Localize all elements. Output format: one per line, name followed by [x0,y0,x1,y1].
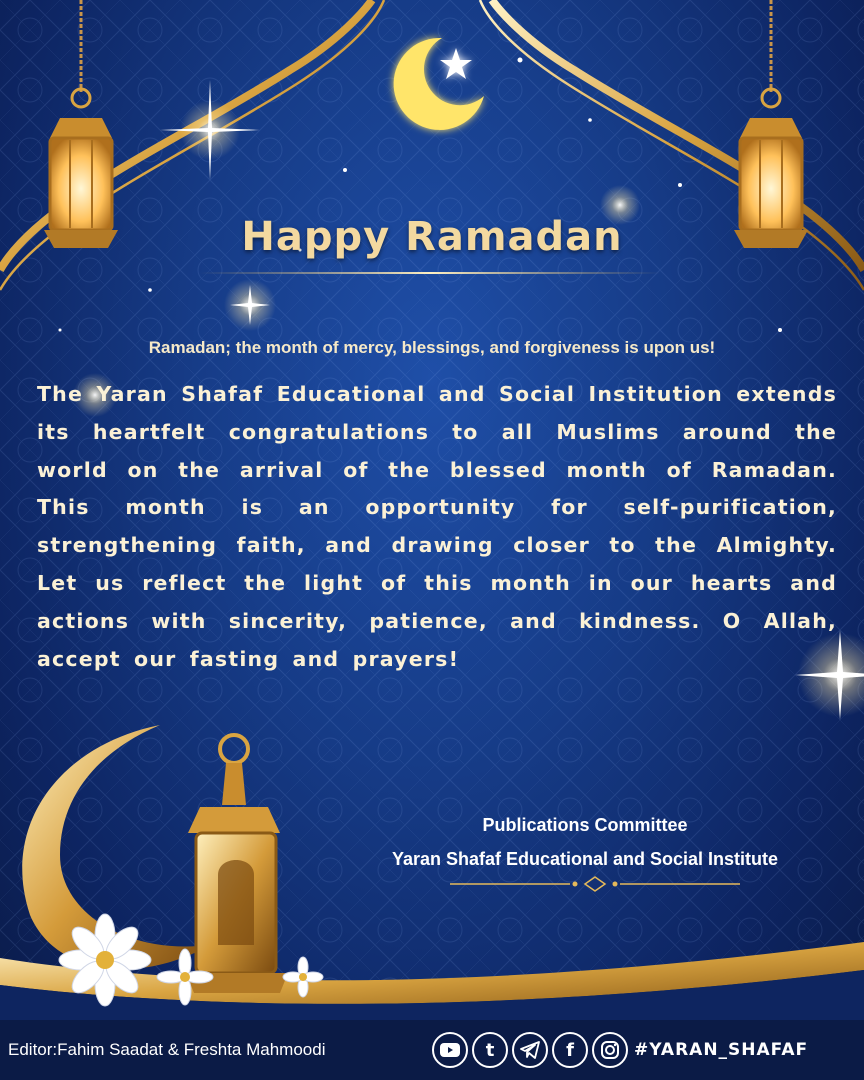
social-links [432,1029,808,1071]
facebook-icon[interactable]: f [552,1032,588,1068]
tumblr-icon[interactable]: t [472,1032,508,1068]
hashtag[interactable]: #YARAN_SHAFAF [634,1040,809,1060]
crescent-moon-icon [380,30,490,140]
editor-credit: Editor:Fahim Saadat & Freshta Mahmoodi [8,1040,326,1059]
signature-institute: Yaran Shafaf Educational and Social Institute [391,849,779,869]
title-underline [200,270,660,276]
page-title: Happy Ramadan [241,214,623,260]
signature-committee: Publications Committee [482,815,688,835]
congratulation-message: The Yaran Shafaf Educational and Social Institution extends its heartfelt congratulations to all Muslims around the world on the arrival of the blessed month of Ramadan. This month is an opportunity for self-purification, strengthening faith, and drawing closer to the Almighty. Let us reflect the light of this month in our hearts and actions with sincerity, patience, and kindness. O Allah, accept our fasting and prayers! [37,382,837,671]
golden-crescent-lantern-icon [0,715,340,1015]
telegram-icon[interactable] [512,1032,548,1068]
instagram-icon[interactable] [592,1032,628,1068]
signature-ornament [450,876,740,892]
subtitle: Ramadan; the month of mercy, blessings, and forgiveness is upon us! [148,338,716,357]
youtube-icon[interactable] [432,1032,468,1068]
